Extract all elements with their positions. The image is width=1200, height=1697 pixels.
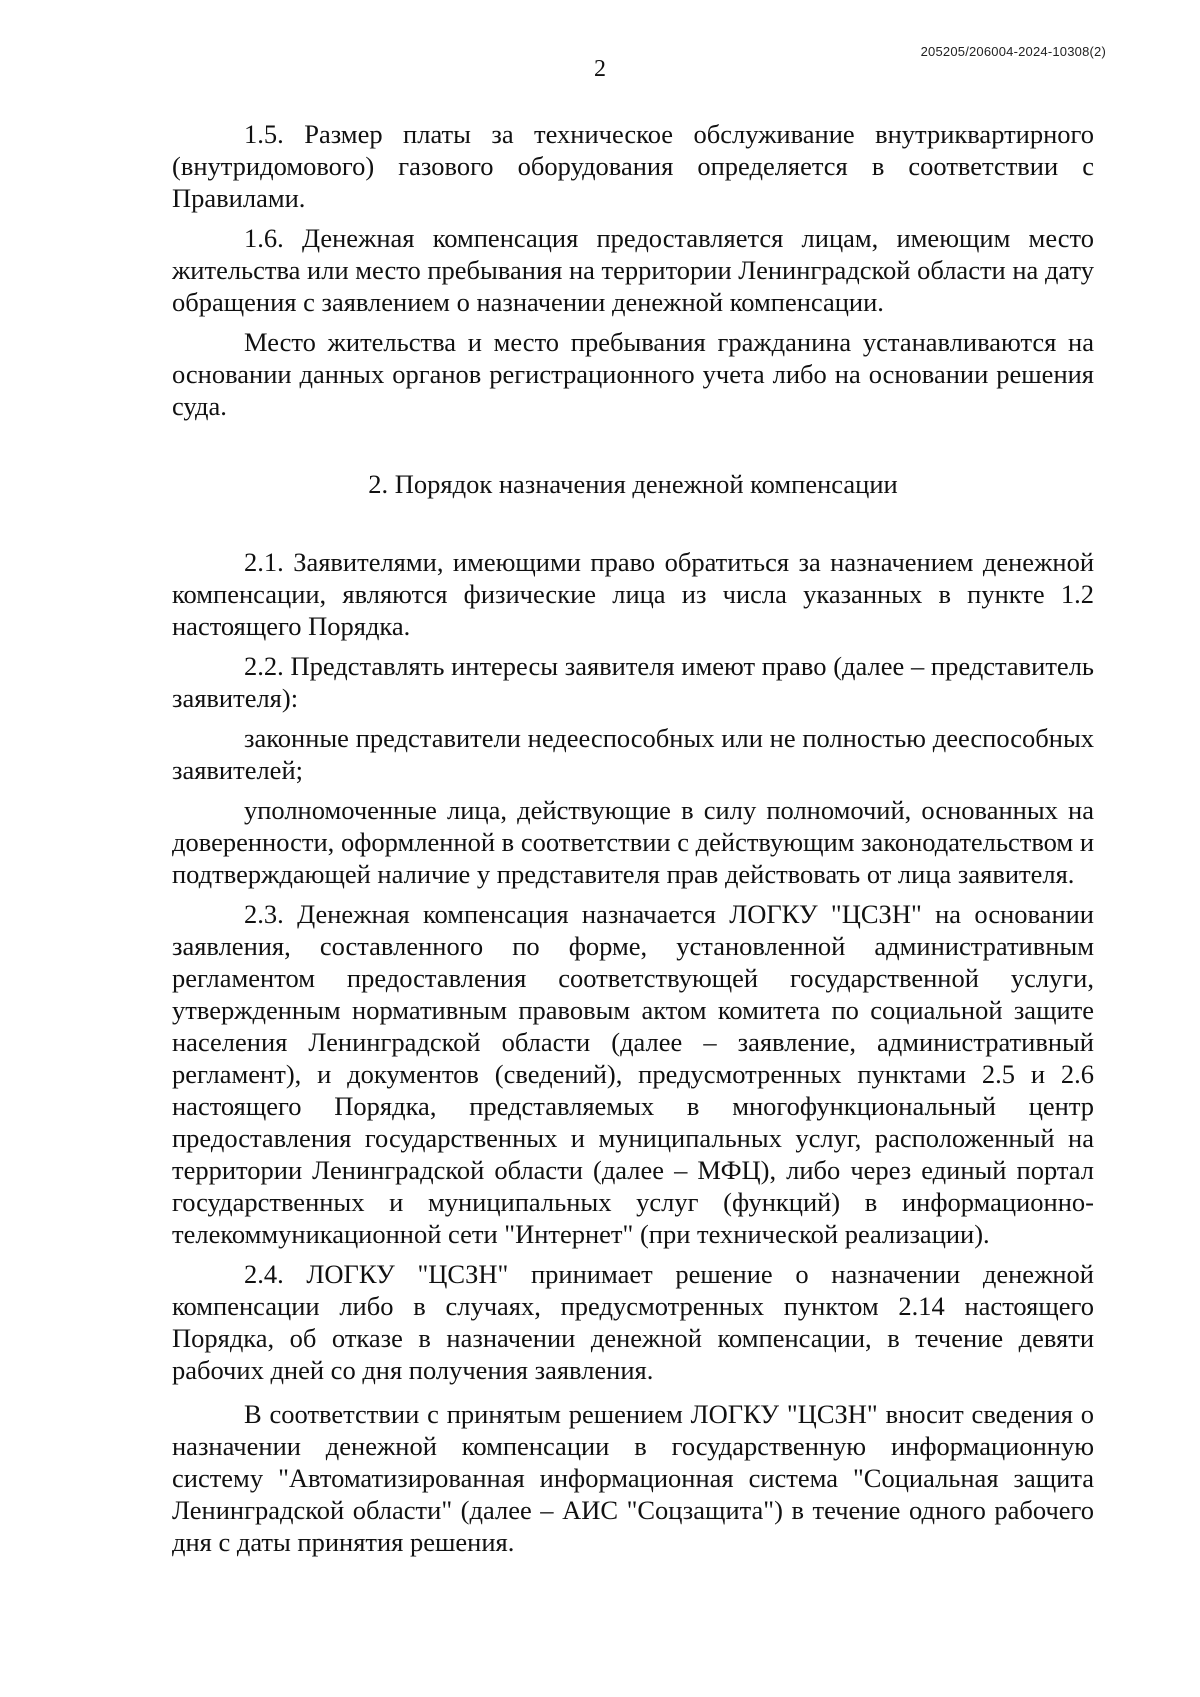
paragraph-2-4-ais-entry: В соответствии с принятым решением ЛОГКУ "ЦСЗН" вносит сведения о назначении денежной компенсации в государственную информационную систему "Автоматизированная информационная система "Социальная защита Ленинградской области" (далее – АИС "Соцзащита") в течение одного рабочего дня с даты принятия решения. — [172, 1399, 1094, 1557]
paragraph-2-3: 2.3. Денежная компенсация назначается ЛОГКУ "ЦСЗН" на основании заявления, составленного по форме, установленной административным регламентом предоставления соответствующей государственной услуги, утвержденным нормативным правовым актом комитета по социальной защите населения Ленинградской области (далее – заявление, административный регламент), и документов (сведений), предусмотренных пунктами 2.5 и 2.6 настоящего Порядка, представляемых в многофункциональный центр предоставления государственных и муниципальных услуг, расположенный на территории Ленинградской области (далее – МФЦ), либо через единый портал государственных и муниципальных услуг (функций) в информационно-телекоммуникационной сети "Интернет" (при технической реализации). — [172, 899, 1094, 1249]
document-registration-number: 205205/206004-2024-10308(2) — [920, 44, 1106, 59]
document-body — [172, 118, 1094, 1558]
paragraph-1-6: 1.6. Денежная компенсация предоставляется лицам, имеющим место жительства или место пребывания на территории Ленинградской области на дату обращения с заявлением о назначении денежной компенсации. — [172, 223, 1094, 317]
paragraph-2-4: 2.4. ЛОГКУ "ЦСЗН" принимает решение о назначении денежной компенсации либо в случаях, предусмотренных пунктом 2.14 настоящего Порядка, об отказе в назначении денежной компенсации, в течение девяти рабочих дней со дня получения заявления. — [172, 1259, 1094, 1385]
paragraph-2-2-legal-representatives: законные представители недееспособных или не полностью дееспособных заявителей; — [172, 723, 1094, 785]
section-2-heading: 2. Порядок назначения денежной компенсации — [368, 469, 898, 499]
page-number: 2 — [594, 56, 606, 82]
paragraph-2-1: 2.1. Заявителями, имеющими право обратиться за назначением денежной компенсации, являются физические лица из числа указанных в пункте 1.2 настоящего Порядка. — [172, 547, 1094, 641]
paragraph-1-5: 1.5. Размер платы за техническое обслуживание внутриквартирного (внутридомового) газового оборудования определяется в соответствии с Правилами. — [172, 119, 1094, 213]
paragraph-1-6-residence: Место жительства и место пребывания гражданина устанавливаются на основании данных органов регистрационного учета либо на основании решения суда. — [172, 327, 1094, 421]
paragraph-2-2-authorized-persons: уполномоченные лица, действующие в силу полномочий, основанных на доверенности, оформленной в соответствии с действующим законодательством и подтверждающей наличие у представителя прав действовать от лица заявителя. — [172, 795, 1094, 889]
paragraph-2-2: 2.2. Представлять интересы заявителя имеют право (далее – представитель заявителя): — [172, 651, 1094, 713]
